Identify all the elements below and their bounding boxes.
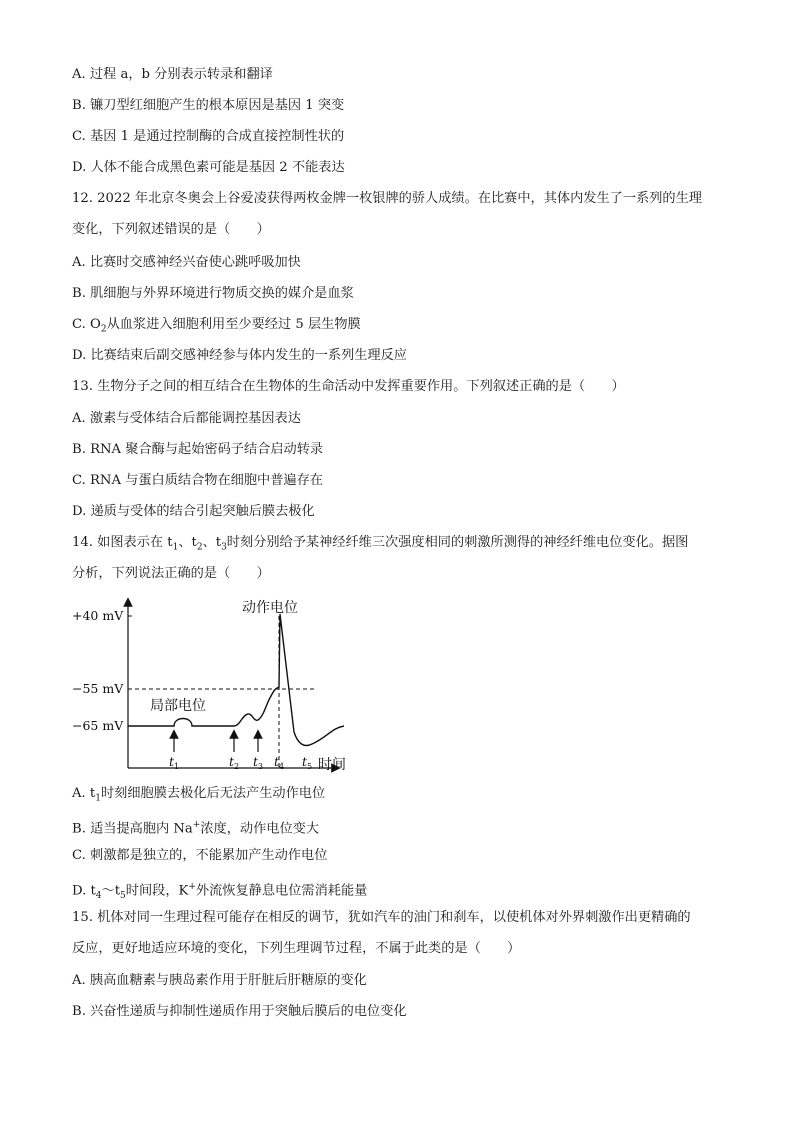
y-label-top: +40 mV bbox=[72, 608, 124, 623]
x-tick-t4-sub: 4 bbox=[279, 762, 285, 771]
q13-option-d: D. 递质与受体的结合引起突触后膜去极化 bbox=[72, 504, 315, 519]
q12-option-c-pre: C. O bbox=[72, 317, 101, 332]
q14-stem-sub2: 2 bbox=[196, 542, 203, 553]
q14-option-b-post: 浓度，动作电位变大 bbox=[200, 821, 320, 837]
q14-stem-line2: 分析，下列说法正确的是（ ） bbox=[72, 566, 270, 581]
q14-option-d bbox=[72, 877, 367, 906]
q11-option-c: C. 基因 1 是通过控制酶的合成直接控制性状的 bbox=[72, 129, 345, 144]
q12-option-c-post: 从血浆进入细胞利用至少要经过 5 层生物膜 bbox=[106, 317, 361, 332]
q12-stem-line2: 变化，下列叙述错误的是（ ） bbox=[72, 222, 270, 237]
q14-stem-b: 、t bbox=[178, 535, 197, 550]
x-tick-t5-sub: 5 bbox=[307, 762, 313, 771]
q12-option-c bbox=[72, 315, 361, 340]
q14-stem-c: 、t bbox=[202, 535, 222, 550]
q15-option-a: A. 胰高血糖素与胰岛素作用于肝脏后肝糖原的变化 bbox=[72, 973, 367, 988]
q15-stem-line1: 15. 机体对同一生理过程可能存在相反的调节，犹如汽车的油门和刹车，以使机体对外界刺激作出更精确的 bbox=[72, 910, 691, 925]
x-tick-t3-sub: 3 bbox=[258, 762, 264, 771]
q13-stem: 13. 生物分子之间的相互结合在生物体的生命活动中发挥重要作用。下列叙述正确的是（ ） bbox=[72, 379, 625, 394]
q12-option-a: A. 比赛时交感神经兴奋使心跳呼吸加快 bbox=[72, 255, 301, 270]
q13-option-a: A. 激素与受体结合后都能调控基因表达 bbox=[72, 411, 301, 426]
x-tick-t5-letter: t bbox=[302, 754, 308, 769]
membrane-potential-svg bbox=[68, 592, 368, 778]
q14-option-d-mid2: 时间段，K bbox=[125, 883, 189, 899]
q14-option-d-pre: D. t bbox=[72, 883, 96, 899]
x-tick-t2 bbox=[229, 754, 239, 771]
x-tick-t4-letter: t bbox=[274, 754, 280, 769]
q15-option-b: B. 兴奋性递质与抑制性递质作用于突触后膜后的电位变化 bbox=[72, 1004, 407, 1019]
x-tick-t5 bbox=[302, 754, 312, 771]
local-potential-label: 局部电位 bbox=[150, 698, 206, 714]
q14-option-a-sub: 1 bbox=[95, 793, 101, 804]
potential-curve bbox=[128, 614, 344, 746]
q14-option-b-pre: B. 适当提高胞内 Na bbox=[72, 821, 193, 837]
q12-option-b: B. 肌细胞与外界环境进行物质交换的媒介是血浆 bbox=[72, 286, 354, 301]
q14-stem-sub1: 1 bbox=[172, 542, 179, 553]
x-axis-label: 时间 bbox=[318, 757, 346, 773]
q12-option-c-sub: 2 bbox=[100, 324, 107, 335]
q14-option-d-sub1: 4 bbox=[95, 891, 102, 902]
y-label-low: −65 mV bbox=[72, 718, 124, 733]
q13-option-c: C. RNA 与蛋白质结合物在细胞中普遍存在 bbox=[72, 473, 323, 488]
x-tick-t3-letter: t bbox=[253, 754, 259, 769]
q14-option-c: C. 刺激都是独立的，不能累加产生动作电位 bbox=[72, 848, 328, 863]
q14-option-a-pre: A. t bbox=[72, 786, 96, 801]
q13-option-b: B. RNA 聚合酶与起始密码子结合启动转录 bbox=[72, 442, 324, 457]
q14-option-a-post: 时刻细胞膜去极化后无法产生动作电位 bbox=[100, 786, 326, 801]
x-tick-t1-sub: 1 bbox=[174, 762, 180, 771]
q14-option-b-sup: + bbox=[192, 820, 201, 830]
q11-option-d: D. 人体不能合成黑色素可能是基因 2 不能表达 bbox=[72, 160, 345, 175]
q14-stem-d: 时刻分别给予某神经纤维三次强度相同的刺激所测得的神经纤维电位变化。据图 bbox=[226, 535, 689, 550]
q14-option-d-mid: ～t bbox=[101, 883, 121, 899]
x-tick-t2-letter: t bbox=[229, 754, 235, 769]
q14-option-b bbox=[72, 815, 319, 839]
q14-stem-a: 14. 如图表示在 t bbox=[72, 535, 173, 550]
q14-option-d-post: 外流恢复静息电位需消耗能量 bbox=[195, 883, 368, 899]
x-tick-t1 bbox=[169, 754, 179, 771]
y-label-mid: −55 mV bbox=[72, 681, 124, 696]
q14-option-a bbox=[72, 784, 325, 809]
q14-stem-line1 bbox=[72, 533, 688, 558]
q15-stem-line2: 反应，更好地适应环境的变化，下列生理调节过程，不属于此类的是（ ） bbox=[72, 941, 521, 956]
x-tick-t3 bbox=[253, 754, 263, 771]
q14-option-d-sub2: 5 bbox=[120, 891, 126, 902]
x-tick-t2-sub: 2 bbox=[234, 762, 240, 771]
q11-option-a: A. 过程 a，b 分别表示转录和翻译 bbox=[72, 67, 273, 82]
q12-option-d: D. 比赛结束后副交感神经参与体内发生的一系列生理反应 bbox=[72, 348, 407, 363]
q12-stem-line1: 12. 2022 年北京冬奥会上谷爱凌获得两枚金牌一枚银牌的骄人成绩。在比赛中，其体内发生了一系列的生理 bbox=[72, 191, 702, 206]
membrane-potential-chart bbox=[68, 592, 368, 778]
q14-stem-sub3: 3 bbox=[221, 542, 227, 553]
x-tick-t1-letter: t bbox=[169, 754, 175, 769]
action-potential-label: 动作电位 bbox=[242, 600, 298, 616]
q14-option-d-sup: + bbox=[188, 882, 196, 892]
q11-option-b: B. 镰刀型红细胞产生的根本原因是基因 1 突变 bbox=[72, 98, 345, 113]
